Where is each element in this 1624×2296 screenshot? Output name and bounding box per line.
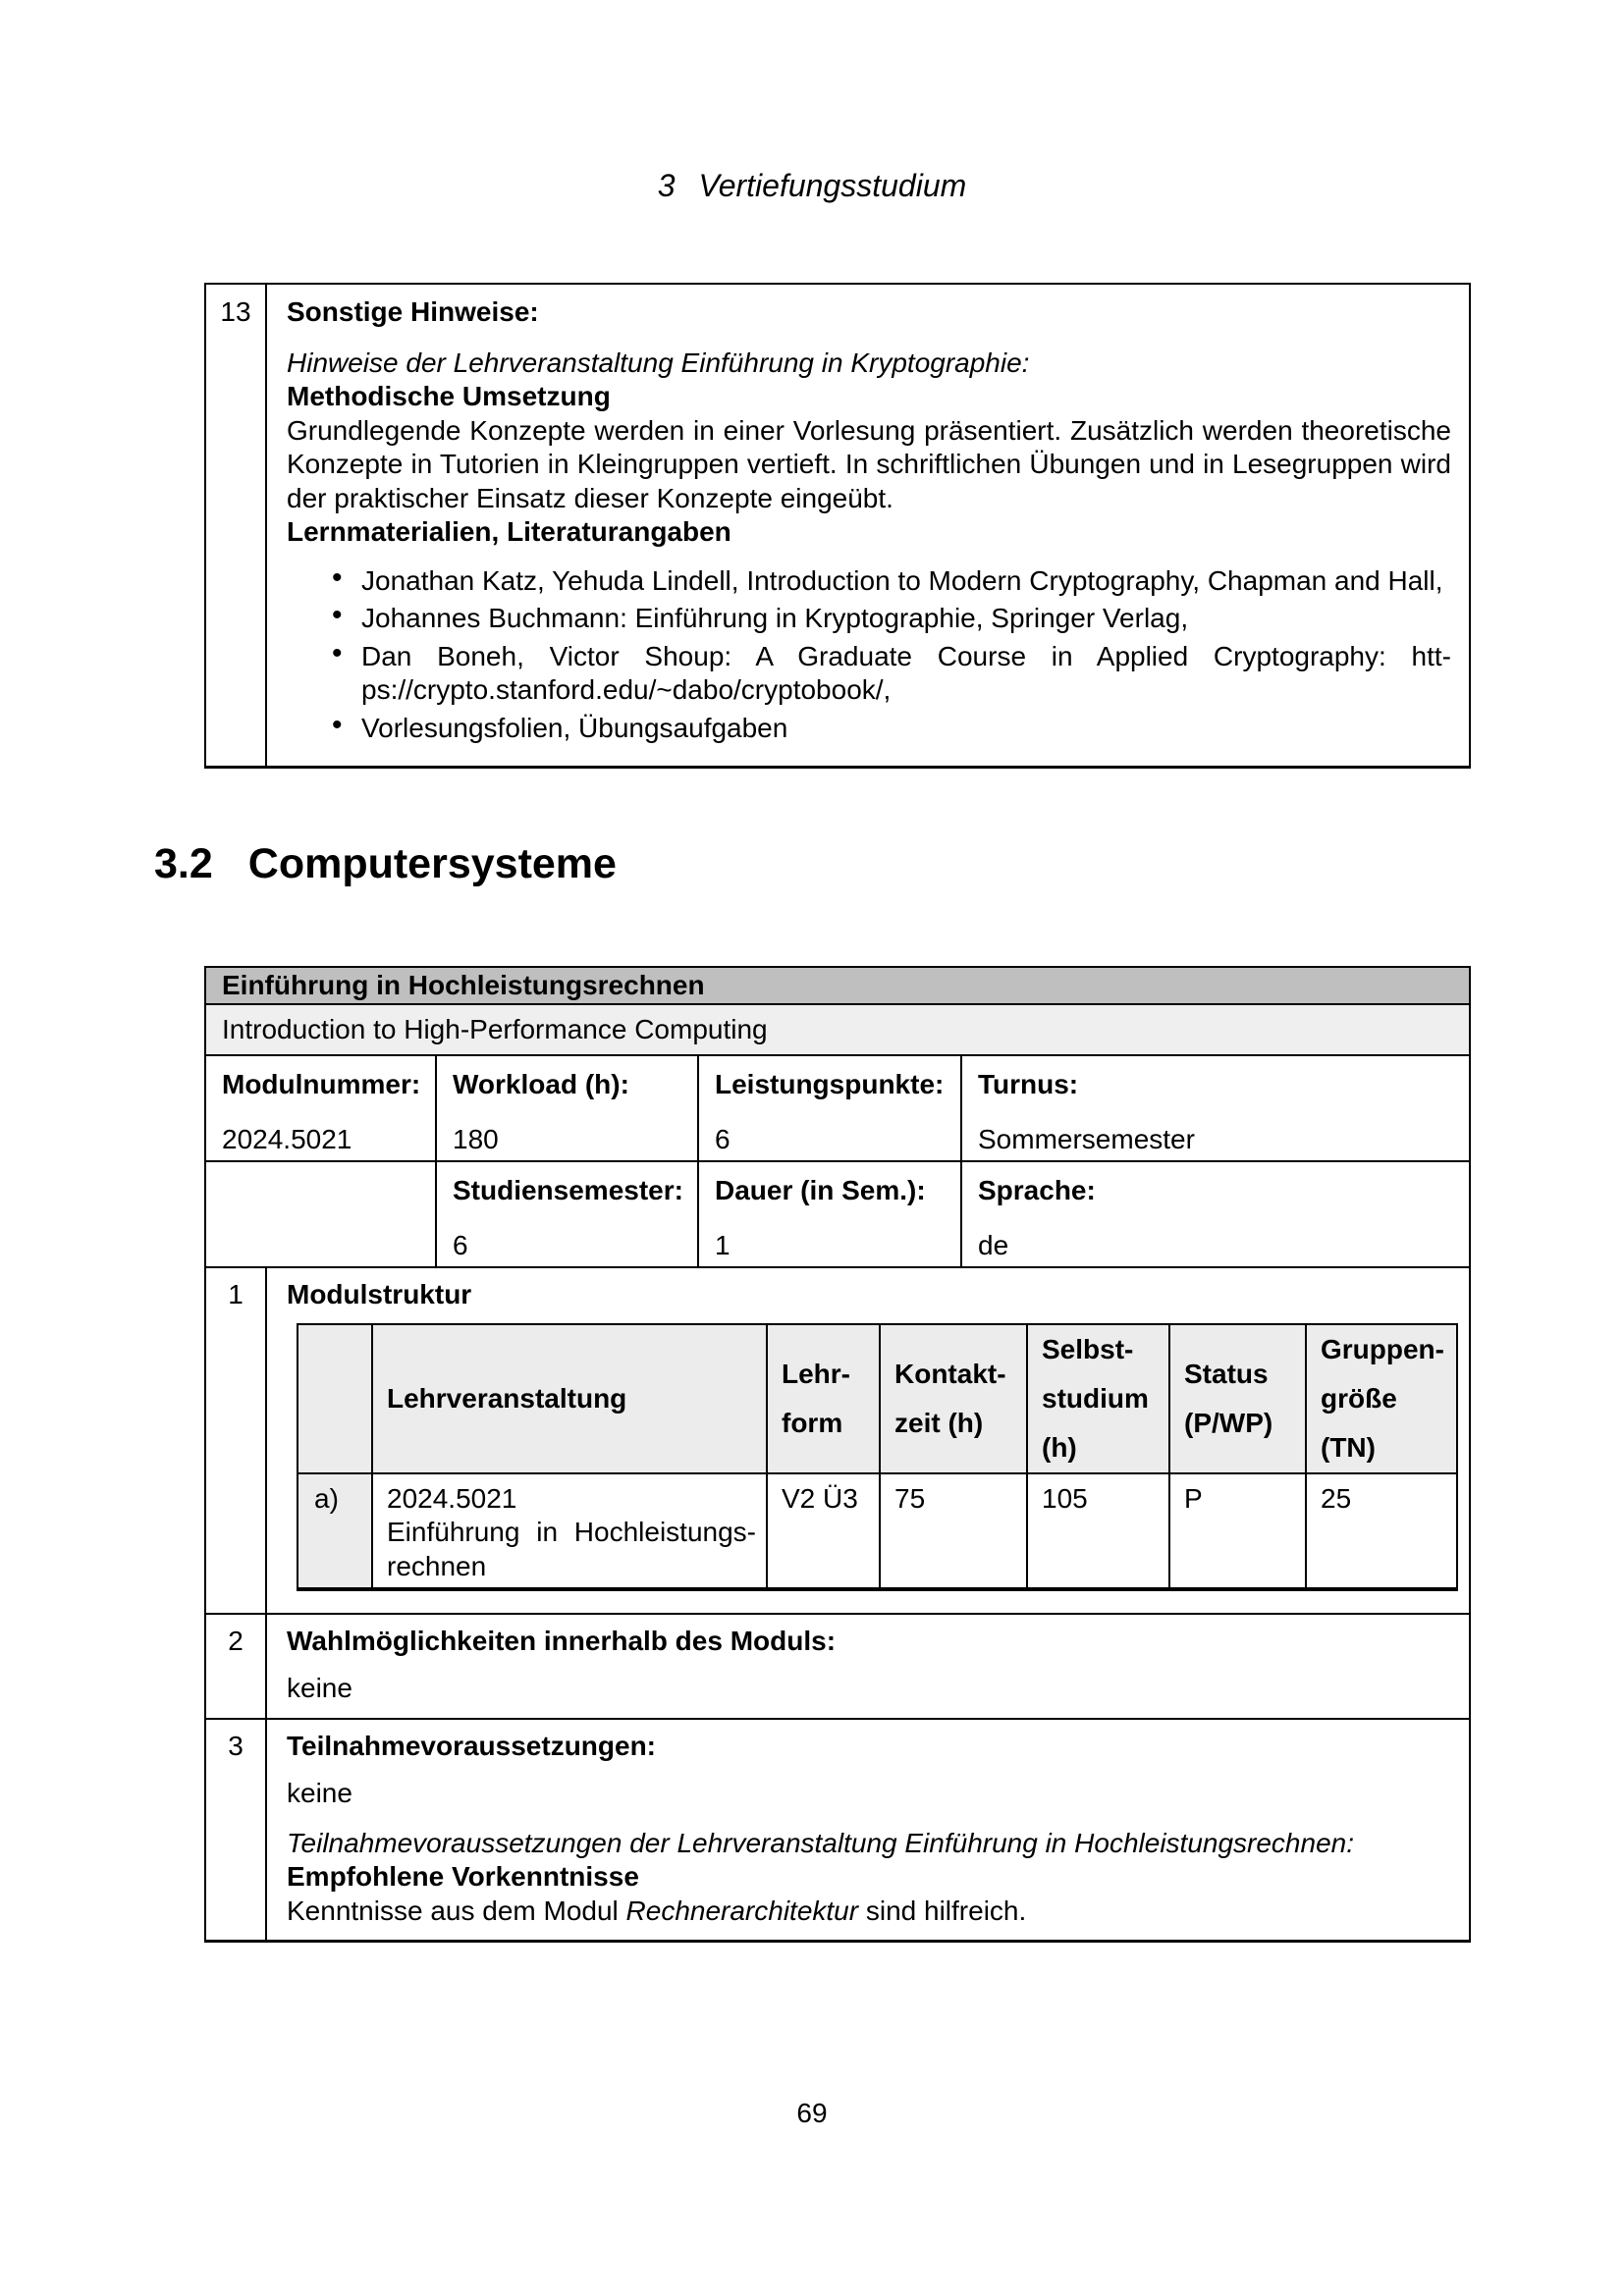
list-item-text: • Dan Boneh, Victor Shoup: A Graduate Course in Applied Cryptography: htt- [361,640,1451,671]
header-status [1169,1324,1306,1473]
header-line: größe [1321,1382,1397,1414]
modulstruktur-cell [267,1268,1474,1613]
list-item [287,712,1451,746]
info-label: Modulnummer: [222,1069,421,1099]
list-item [287,640,1451,708]
header-gruppengroesse [1306,1324,1457,1473]
info-cell-turnus [962,1056,1469,1160]
header-line: form [782,1407,843,1438]
header-kontaktzeit [880,1324,1027,1473]
info-value: 1 [715,1230,731,1260]
module-subtitle-bar: Introduction to High-Performance Computing [206,1005,1469,1056]
modulstruktur-table [297,1323,1458,1591]
hinweise-content-cell [267,285,1469,766]
info-cell-empty [206,1162,437,1266]
info-value: 2024.5021 [222,1124,352,1154]
header-line: Gruppen- [1321,1333,1444,1364]
info-value: 6 [715,1124,731,1154]
header-lehrveranstaltung [372,1324,767,1473]
info-label: Turnus: [978,1069,1079,1099]
list-item [287,564,1451,599]
list-item-text: Jonathan Katz, Yehuda Lindell, Introduction to Modern Cryptography, Chapman and Hall, [361,564,1443,596]
row-number-cell: 2 [206,1615,267,1718]
literature-list [287,564,1451,746]
info-cell-studiensemester [437,1162,699,1266]
header-line: Status [1184,1358,1269,1389]
cell-gruppengroesse: 25 [1306,1473,1457,1589]
list-item-text: Johannes Buchmann: Einführung in Kryptographie, Springer Verlag, [361,603,1189,633]
course-note: Teilnahmevoraussetzungen der Lehrveranstaltung Einführung in Hochleistungsrechnen: [287,1827,1354,1858]
info-value: 180 [453,1124,499,1154]
chapter-number: 3 [657,168,676,203]
recommendation-sentence [287,1895,1453,1929]
info-cell-leistungspunkte [699,1056,962,1160]
info-label: Studiensemester: [453,1175,683,1205]
header-line: (P/WP) [1184,1407,1273,1438]
module-title-bar: Einführung in Hochleistungsrechnen [206,968,1469,1005]
course-line: 2024.5021 [387,1482,517,1514]
wahlmoeglichkeiten-cell [267,1615,1469,1718]
header-line: Lehrveranstaltung [387,1382,627,1414]
section-heading [154,840,617,887]
info-label: Workload (h): [453,1069,629,1099]
module-row-3 [206,1720,1469,1941]
header-key [298,1324,372,1473]
sentence-part: sind hilfreich. [865,1895,1027,1926]
row-value: keine [287,1673,352,1703]
cell-key: a) [298,1473,372,1589]
row-number-cell: 13 [206,285,267,766]
module-info-row [206,1056,1469,1162]
info-value: de [978,1230,1009,1260]
method-line: Konzepte in Tutorien in Kleingruppen vertieft. In schriftlichen Übungen und in Lesegruppen wird [287,449,1451,479]
course-line: Einführung in Hochleistungs- [387,1517,756,1547]
method-line: Grundlegende Konzepte werden in einer Vorlesung präsentiert. Zusätzlich werden theoretische [287,414,1451,446]
info-cell-dauer [699,1162,962,1266]
info-cell-workload [437,1056,699,1160]
course-note: Hinweise der Lehrveranstaltung Einführung in Kryptographie: [287,347,1030,378]
module-info-row [206,1162,1469,1268]
header-lehrform [767,1324,880,1473]
course-line: rechnen [387,1550,487,1581]
method-line: der praktischer Einsatz dieser Konzepte eingeübt. [287,482,893,513]
row-heading: Wahlmöglichkeiten innerhalb des Moduls: [287,1625,837,1656]
header-line: studium [1042,1382,1149,1414]
chapter-title: Vertiefungsstudium [698,168,967,203]
section-number: 3.2 [154,840,213,887]
row-heading: Teilnahmevoraussetzungen: [287,1730,657,1761]
list-item [287,602,1451,636]
header-line: (h) [1042,1431,1077,1463]
modulstruktur-heading: Modulstruktur [287,1279,472,1309]
header-line: (TN) [1321,1431,1376,1463]
info-value: Sommersemester [978,1124,1195,1154]
row-number-cell: 1 [206,1268,267,1613]
info-cell-modulnummer [206,1056,437,1160]
table-row [298,1473,1457,1589]
list-item-text: Vorlesungsfolien, Übungsaufgaben [361,712,788,743]
section-title: Computersysteme [247,840,617,887]
info-label: Sprache: [978,1175,1096,1205]
materials-heading: Lernmaterialien, Literaturangaben [287,516,731,547]
method-paragraph [287,414,1451,516]
sentence-part: Kenntnisse aus dem Modul [287,1895,619,1926]
module-row-2 [206,1615,1469,1720]
cell-lehrveranstaltung [372,1473,767,1589]
page-number: 69 [796,2098,828,2128]
info-label [222,1174,421,1208]
method-heading: Methodische Umsetzung [287,381,611,411]
hinweise-title: Sonstige Hinweise: [287,296,539,327]
header-line: Selbst- [1042,1333,1134,1364]
module-row-1 [206,1268,1469,1615]
info-label: Leistungspunkte: [715,1069,945,1099]
header-line: Kontakt- [894,1358,1006,1389]
info-value: 6 [453,1230,468,1260]
list-item-text: ps://crypto.stanford.edu/~dabo/cryptobook/, [361,674,892,705]
info-label: Dauer (in Sem.): [715,1175,926,1205]
info-cell-sprache [962,1162,1469,1266]
row-value: keine [287,1778,352,1808]
table-header-row [298,1324,1457,1473]
cell-status: P [1169,1473,1306,1589]
hinweise-table [204,283,1471,769]
teilnahmevoraussetzungen-cell [267,1720,1469,1941]
cell-kontaktzeit: 75 [880,1473,1027,1589]
header-line: Lehr- [782,1358,850,1389]
row-number-cell: 3 [206,1720,267,1941]
header-line: zeit (h) [894,1407,984,1438]
subheading: Empfohlene Vorkenntnisse [287,1861,639,1892]
page-header [0,167,1624,204]
sentence-part-italic: Rechnerarchitektur [618,1895,866,1926]
module-table [204,966,1471,1943]
cell-lehrform: V2 Ü3 [767,1473,880,1589]
header-selbststudium [1027,1324,1169,1473]
cell-selbststudium: 105 [1027,1473,1169,1589]
